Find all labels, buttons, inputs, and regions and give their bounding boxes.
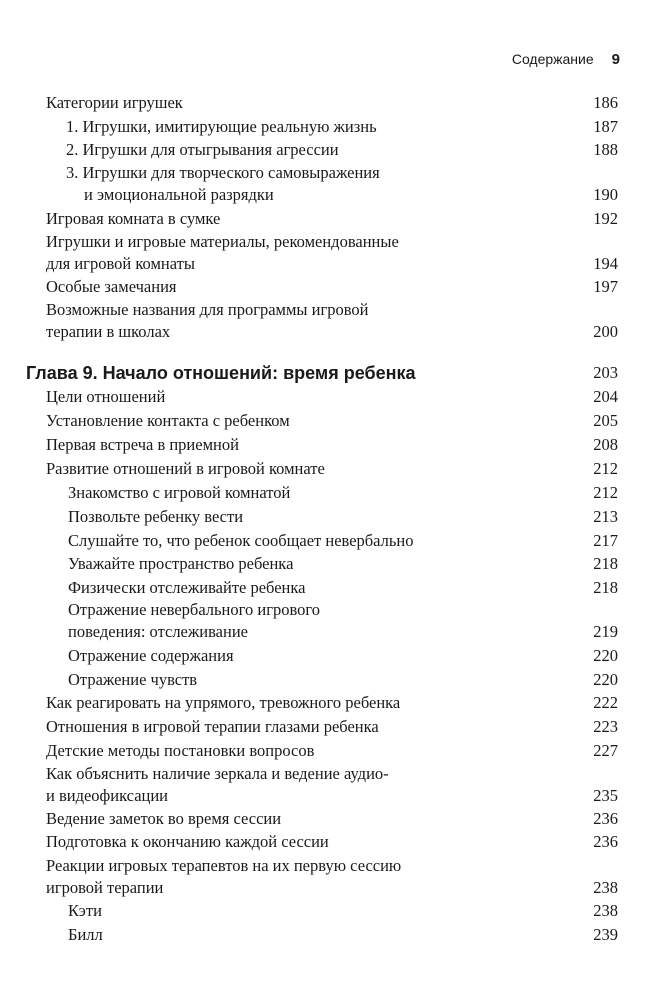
toc-entry-page: 187 [593, 117, 618, 136]
page-number: 9 [611, 51, 620, 68]
toc-entry-title: 2. Игрушки для отыгрывания агрессии [66, 140, 339, 159]
toc-entry-page: 218 [593, 554, 618, 573]
toc-entry-title: Как реагировать на упрямого, тревожного ребенка [46, 693, 401, 712]
toc-entry-page: 208 [593, 435, 618, 454]
toc-entry-page: 205 [593, 411, 618, 430]
toc-entry-title: Отражение содержания [68, 646, 234, 665]
toc-entry-page: 222 [593, 693, 618, 712]
toc-entry-title: Реакции игровых терапевтов на их первую сессию [46, 856, 402, 875]
toc-entry-title-continued: и эмоциональной разрядки [84, 185, 274, 204]
toc-entry-page: 212 [593, 459, 618, 478]
toc-entry-title: Особые замечания [46, 277, 177, 296]
toc-entry-title: Отношения в игровой терапии глазами ребенка [46, 717, 379, 736]
toc-entry-page: 203 [593, 363, 618, 382]
toc-entry-page: 223 [593, 717, 618, 736]
toc-entry-page: 188 [593, 140, 618, 159]
toc-entry-page: 235 [593, 786, 618, 805]
toc-entry-page: 186 [593, 93, 618, 112]
toc-entry-title: Подготовка к окончанию каждой сессии [46, 832, 329, 851]
toc-entry-title: Позвольте ребенку вести [68, 507, 244, 526]
toc-entry-title: Как объяснить наличие зеркала и ведение аудио- [46, 764, 389, 783]
toc-entry-title: Игрушки и игровые материалы, рекомендованные [46, 232, 399, 251]
toc-entry-page: 204 [593, 387, 618, 406]
toc-entry-title-continued: и видеофиксации [46, 786, 169, 805]
toc-entry-title: 1. Игрушки, имитирующие реальную жизнь [66, 117, 377, 136]
toc-entry-title: Кэти [68, 901, 102, 920]
toc-entry-page: 239 [593, 925, 618, 944]
toc-chapter-title: Глава 9. Начало отношений: время ребенка [26, 363, 416, 383]
toc-entry-page: 227 [593, 741, 618, 760]
toc-entry-title: Развитие отношений в игровой комнате [46, 459, 325, 478]
toc-entry-title: Ведение заметок во время сессии [46, 809, 282, 828]
toc-entry-title: Установление контакта с ребенком [46, 411, 290, 430]
toc-entry-title: Билл [68, 925, 103, 944]
toc-entry-page: 192 [593, 209, 618, 228]
toc-entry-title-continued: поведения: отслеживание [68, 622, 248, 641]
toc-entry-page: 220 [593, 646, 618, 665]
toc-entry-title: Слушайте то, что ребенок сообщает невербально [68, 531, 414, 550]
toc-entry-page: 190 [593, 185, 618, 204]
toc-entry-title: Физически отслеживайте ребенка [68, 578, 306, 597]
toc-entry-title: Категории игрушек [46, 93, 183, 112]
toc-entry-title: Отражение чувств [68, 670, 198, 689]
toc-entry-title: Знакомство с игровой комнатой [68, 483, 291, 502]
running-header [512, 51, 620, 68]
toc-entry-page: 200 [593, 322, 618, 341]
toc-entry-title-continued: игровой терапии [46, 878, 164, 897]
toc-entry-title: 3. Игрушки для творческого самовыражения [66, 163, 380, 182]
toc-entry-page: 219 [593, 622, 618, 641]
toc-entry-page: 236 [593, 809, 618, 828]
toc-entry-title: Первая встреча в приемной [46, 435, 239, 454]
toc-entry-title: Детские методы постановки вопросов [46, 741, 315, 760]
toc-entry-page: 217 [593, 531, 618, 550]
toc-entry-title-continued: для игровой комнаты [46, 254, 195, 273]
toc-entry-page: 218 [593, 578, 618, 597]
toc-entry-page: 238 [593, 901, 618, 920]
running-header-section: Содержание [511, 51, 594, 67]
toc-entry-title-continued: терапии в школах [46, 322, 171, 341]
toc-entry-title: Отражение невербального игрового [68, 600, 321, 619]
toc-entry-page: 236 [593, 832, 618, 851]
toc-entry-title: Игровая комната в сумке [46, 209, 221, 228]
toc-entry-title: Цели отношений [46, 387, 166, 406]
toc-entry-page: 194 [593, 254, 618, 273]
toc-entry-page: 220 [593, 670, 618, 689]
toc-entry-page: 238 [593, 878, 618, 897]
toc-entry-page: 212 [593, 483, 618, 502]
toc-entry-title: Возможные названия для программы игровой [46, 300, 369, 319]
toc-entry-page: 197 [593, 277, 618, 296]
toc-entry-title: Уважайте пространство ребенка [68, 554, 294, 573]
toc-entry-page: 213 [593, 507, 618, 526]
